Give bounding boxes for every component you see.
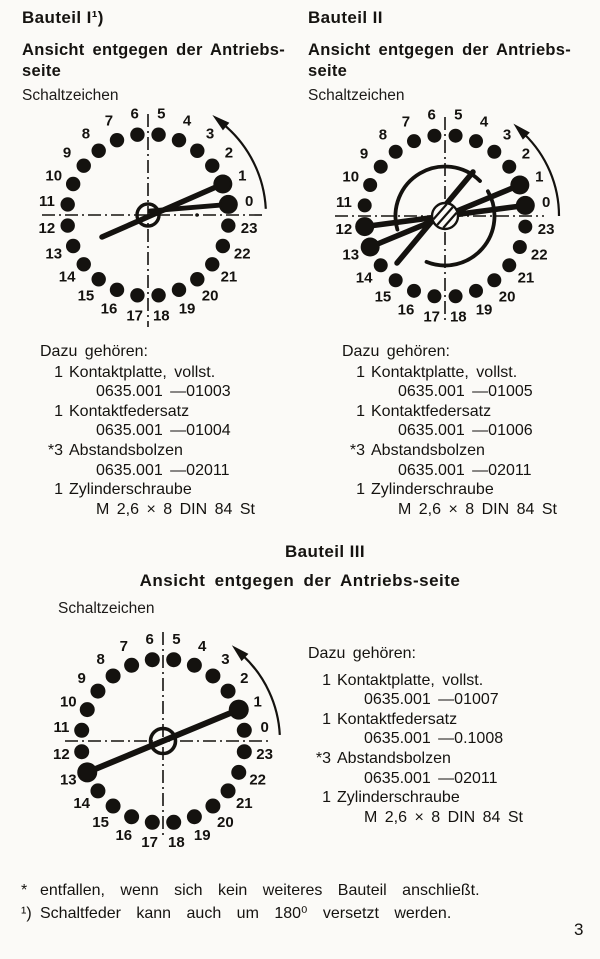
contact-number: 20: [201, 287, 219, 305]
contact-dot: [190, 144, 204, 158]
part-name: Kontaktplatte, vollst.: [371, 363, 518, 381]
part-quantity: 1: [54, 363, 63, 381]
contact-number: 16: [100, 300, 118, 318]
contact-dot: [469, 284, 483, 298]
part-item: [40, 402, 255, 422]
contact-number: 17: [141, 834, 158, 852]
contact-dot: [216, 177, 230, 191]
contact-dot: [449, 129, 463, 143]
contact-dot: [166, 815, 181, 830]
contact-number: 10: [342, 168, 360, 186]
contact-dot: [389, 145, 403, 159]
contact-number: 0: [260, 719, 269, 737]
part-quantity: 1: [322, 671, 331, 689]
contact-number: 9: [359, 145, 369, 163]
contact-dot: [166, 652, 181, 667]
contact-number: 20: [498, 288, 516, 306]
footnote-text: entfallen, wenn sich kein weiteres Bauteil anschließt.: [40, 882, 480, 899]
contact-dot: [190, 272, 204, 286]
contact-dot: [91, 272, 105, 286]
contact-dot: [231, 702, 246, 717]
contact-dot: [374, 258, 388, 272]
contact-dot: [513, 178, 527, 192]
contact-dot: [74, 723, 89, 738]
contact-dot: [106, 799, 121, 814]
contact-number: 2: [521, 145, 531, 163]
contact-dot: [80, 702, 95, 717]
contact-number: 2: [240, 670, 249, 688]
contact-number: 13: [45, 245, 63, 263]
parts-list-heading: Dazu gehören:: [342, 343, 450, 360]
contact-dot: [124, 658, 139, 673]
subtitle-line-1: Ansicht entgegen der Antriebs-: [308, 41, 572, 59]
contact-dot: [205, 668, 220, 683]
contact-number: 0: [244, 193, 254, 211]
contact-number: 6: [427, 106, 436, 124]
part-item: [40, 480, 255, 500]
contact-dot: [221, 197, 235, 211]
footnotes: [21, 879, 480, 925]
part-quantity: *3: [47, 441, 63, 459]
part-number: 0635.001 —01007: [364, 691, 499, 709]
contact-dot: [449, 289, 463, 303]
contact-dot: [80, 765, 95, 780]
bauteil-2-schaltzeichen-diagram: [320, 102, 572, 332]
contact-number: 2: [224, 144, 234, 162]
contact-number: 23: [256, 745, 273, 763]
part-item: [308, 671, 523, 691]
bauteil-1-symbol-label: Schaltzeichen: [22, 87, 119, 104]
subtitle-line-2: seite: [308, 62, 348, 80]
contact-dot: [91, 144, 105, 158]
part-number: 0635.001 —01005: [398, 383, 533, 401]
contact-number: 14: [73, 794, 91, 812]
contact-number: 21: [220, 268, 238, 286]
contact-number: 15: [77, 287, 95, 305]
contact-number: 0: [541, 194, 551, 212]
part-item: [342, 480, 557, 500]
part-item: [40, 363, 255, 383]
contact-number: 16: [397, 301, 415, 319]
subtitle-line-1: Ansicht entgegen der Antriebs-: [22, 41, 286, 59]
bauteil-1-header: [22, 8, 285, 105]
contact-number: 17: [423, 308, 441, 326]
contact-dot: [151, 127, 165, 141]
bauteil-2-symbol-label: Schaltzeichen: [308, 87, 405, 104]
contact-dot: [187, 658, 202, 673]
footnote-text: Schaltfeder kann auch um 180⁰ versetzt werden.: [40, 905, 452, 922]
bauteil-2-subtitle: [308, 40, 571, 82]
part-name: Kontaktplatte, vollst.: [337, 671, 484, 689]
contact-number: 12: [335, 220, 353, 238]
contact-dot: [358, 198, 372, 212]
contact-dot: [237, 723, 252, 738]
bauteil-3-symbol-label: Schaltzeichen: [58, 600, 155, 617]
part-quantity: 1: [54, 481, 63, 499]
contact-number: 3: [502, 126, 512, 144]
contact-dot: [90, 684, 105, 699]
page-number: 3: [574, 920, 584, 939]
part-number: M 2,6 × 8 DIN 84 St: [96, 500, 255, 518]
footnote-marker: ¹): [21, 905, 32, 922]
contact-number: 16: [115, 827, 133, 845]
bauteil-3-header: [0, 542, 600, 591]
contact-number: 12: [38, 219, 56, 237]
contact-number: 7: [119, 637, 128, 655]
contact-dot: [106, 668, 121, 683]
part-quantity: 1: [54, 402, 63, 420]
contact-dot: [237, 744, 252, 759]
contact-dot: [221, 218, 235, 232]
contact-number: 22: [530, 246, 548, 264]
contact-number: 5: [172, 630, 181, 648]
contact-dot: [363, 240, 377, 254]
part-quantity: 1: [356, 402, 365, 420]
bauteil-2-title: Bauteil II: [308, 8, 383, 27]
contact-dot: [513, 240, 527, 254]
contact-number: 5: [454, 106, 463, 124]
part-name: Abstandsbolzen: [69, 441, 183, 459]
contact-number: 22: [249, 771, 267, 789]
contact-number: 18: [168, 834, 185, 852]
part-name: Kontaktplatte, vollst.: [69, 363, 216, 381]
contact-number: 9: [62, 144, 72, 162]
contact-dot: [221, 684, 236, 699]
contact-number: 15: [92, 813, 109, 831]
contact-number: 6: [145, 630, 154, 648]
subtitle-line-2: seite: [22, 62, 62, 80]
contact-dot: [502, 160, 516, 174]
part-name: Kontaktfedersatz: [69, 402, 190, 420]
contact-number: 4: [182, 112, 192, 130]
part-name: Zylinderschraube: [337, 789, 460, 807]
contact-dot: [90, 783, 105, 798]
contact-dot: [469, 134, 483, 148]
contact-number: 7: [401, 113, 411, 131]
contact-number: 12: [53, 745, 70, 763]
bauteil-1-subtitle: [22, 40, 285, 82]
contact-dot: [389, 273, 403, 287]
part-quantity: 1: [322, 789, 331, 807]
part-number: 0635.001 —0.1008: [364, 730, 504, 748]
contact-number: 1: [535, 168, 544, 186]
part-number: M 2,6 × 8 DIN 84 St: [398, 500, 557, 518]
bauteil-3-subtitle: Ansicht entgegen der Antriebs-seite: [139, 571, 461, 590]
contact-number: 20: [217, 813, 234, 831]
contact-dot: [60, 197, 74, 211]
contact-dot: [427, 129, 441, 143]
part-quantity: 1: [356, 481, 365, 499]
bauteil-3-schaltzeichen-diagram: [26, 626, 302, 860]
contact-dot: [407, 134, 421, 148]
contact-dot: [74, 744, 89, 759]
contact-dot: [145, 652, 160, 667]
contact-number: 19: [475, 301, 493, 319]
part-item: [40, 441, 255, 461]
part-quantity: 1: [322, 710, 331, 728]
part-name: Kontaktfedersatz: [371, 402, 492, 420]
contact-number: 3: [221, 651, 230, 669]
part-item: [342, 363, 557, 383]
bauteil-1-title: Bauteil I¹): [22, 8, 104, 27]
contact-number: 14: [58, 268, 76, 286]
contact-dot: [487, 145, 501, 159]
contact-number: 1: [238, 167, 247, 185]
contact-dot: [110, 283, 124, 297]
contact-dot: [110, 133, 124, 147]
bauteil-2-header: [308, 8, 571, 105]
part-number: 0635.001 —02011: [398, 461, 532, 479]
contact-dot: [77, 158, 91, 172]
contact-dot: [145, 815, 160, 830]
contact-number: 5: [157, 105, 166, 123]
part-name: Abstandsbolzen: [371, 441, 485, 459]
contact-dot: [205, 799, 220, 814]
bauteil-3-title: Bauteil III: [285, 542, 365, 561]
contact-dot: [172, 133, 186, 147]
parts-list-heading: Dazu gehören:: [308, 645, 416, 662]
contact-dot: [205, 158, 219, 172]
contact-number: 10: [59, 693, 77, 711]
contact-dot: [77, 257, 91, 271]
part-name: Kontaktfedersatz: [337, 710, 458, 728]
contact-dot: [66, 239, 80, 253]
footnote: [21, 902, 480, 925]
part-number: 0635.001 —01003: [96, 383, 231, 401]
part-item: [342, 402, 557, 422]
contact-dot: [172, 283, 186, 297]
contact-number: 1: [253, 693, 262, 711]
part-quantity: *3: [349, 441, 365, 459]
contact-dot: [487, 273, 501, 287]
contact-number: 13: [59, 771, 77, 789]
part-item: [308, 749, 523, 769]
part-number: 0635.001 —02011: [96, 461, 230, 479]
contact-dot: [427, 289, 441, 303]
part-number: M 2,6 × 8 DIN 84 St: [364, 808, 523, 826]
contact-dot: [124, 809, 139, 824]
contact-number: 11: [335, 194, 352, 212]
parts-list-bauteil-3: [308, 644, 523, 827]
contact-dot: [231, 765, 246, 780]
part-item: [308, 788, 523, 808]
contact-dot: [60, 218, 74, 232]
part-item: [308, 710, 523, 730]
contact-number: 4: [198, 637, 207, 655]
contact-number: 18: [152, 307, 170, 325]
contact-dot: [502, 258, 516, 272]
contact-number: 8: [96, 651, 105, 669]
part-quantity: 1: [356, 363, 365, 381]
contact-number: 13: [342, 246, 360, 264]
part-item: [342, 441, 557, 461]
part-number: 0635.001 —01004: [96, 422, 231, 440]
contact-number: 3: [205, 125, 215, 143]
contact-number: 14: [355, 269, 373, 287]
contact-dot: [205, 257, 219, 271]
contact-dot: [130, 127, 144, 141]
contact-dot: [187, 809, 202, 824]
contact-number: 17: [126, 307, 144, 325]
contact-dot: [374, 160, 388, 174]
contact-number: 15: [374, 288, 392, 306]
part-number: 0635.001 —02011: [364, 769, 498, 787]
contact-number: 23: [537, 220, 555, 238]
part-number: 0635.001 —01006: [398, 422, 533, 440]
contact-number: 21: [235, 794, 253, 812]
contact-number: 19: [178, 300, 196, 318]
contact-number: 11: [53, 719, 70, 737]
contact-dot: [407, 284, 421, 298]
parts-list-heading: Dazu gehören:: [40, 343, 148, 360]
part-name: Zylinderschraube: [371, 481, 494, 499]
contact-dot: [221, 783, 236, 798]
contact-number: 22: [233, 245, 251, 263]
parts-list-bauteil-1: [40, 342, 255, 519]
contact-number: 10: [45, 167, 63, 185]
bauteil-1-schaltzeichen-diagram: [18, 101, 288, 333]
contact-number: 21: [517, 269, 535, 287]
contact-number: 6: [130, 105, 139, 123]
contact-dot: [151, 288, 165, 302]
contact-number: 23: [240, 219, 258, 237]
contact-number: 8: [378, 126, 388, 144]
contact-dot: [363, 178, 377, 192]
contact-dot: [216, 239, 230, 253]
contact-dot: [130, 288, 144, 302]
parts-list-bauteil-2: [342, 342, 557, 519]
part-quantity: *3: [315, 749, 331, 767]
contact-dot: [66, 177, 80, 191]
wiper-arm: [150, 204, 228, 211]
contact-dot: [358, 220, 372, 234]
contact-number: 7: [104, 112, 114, 130]
contact-dot: [518, 220, 532, 234]
contact-number: 18: [449, 308, 467, 326]
part-name: Abstandsbolzen: [337, 749, 451, 767]
contact-number: 4: [479, 113, 489, 131]
part-name: Zylinderschraube: [69, 481, 192, 499]
contact-number: 11: [38, 193, 55, 211]
contact-number: 9: [77, 670, 86, 688]
footnote-marker: *: [21, 882, 28, 899]
contact-number: 19: [193, 827, 211, 845]
contact-dot: [518, 198, 532, 212]
contact-number: 8: [81, 125, 91, 143]
footnote: [21, 879, 480, 902]
